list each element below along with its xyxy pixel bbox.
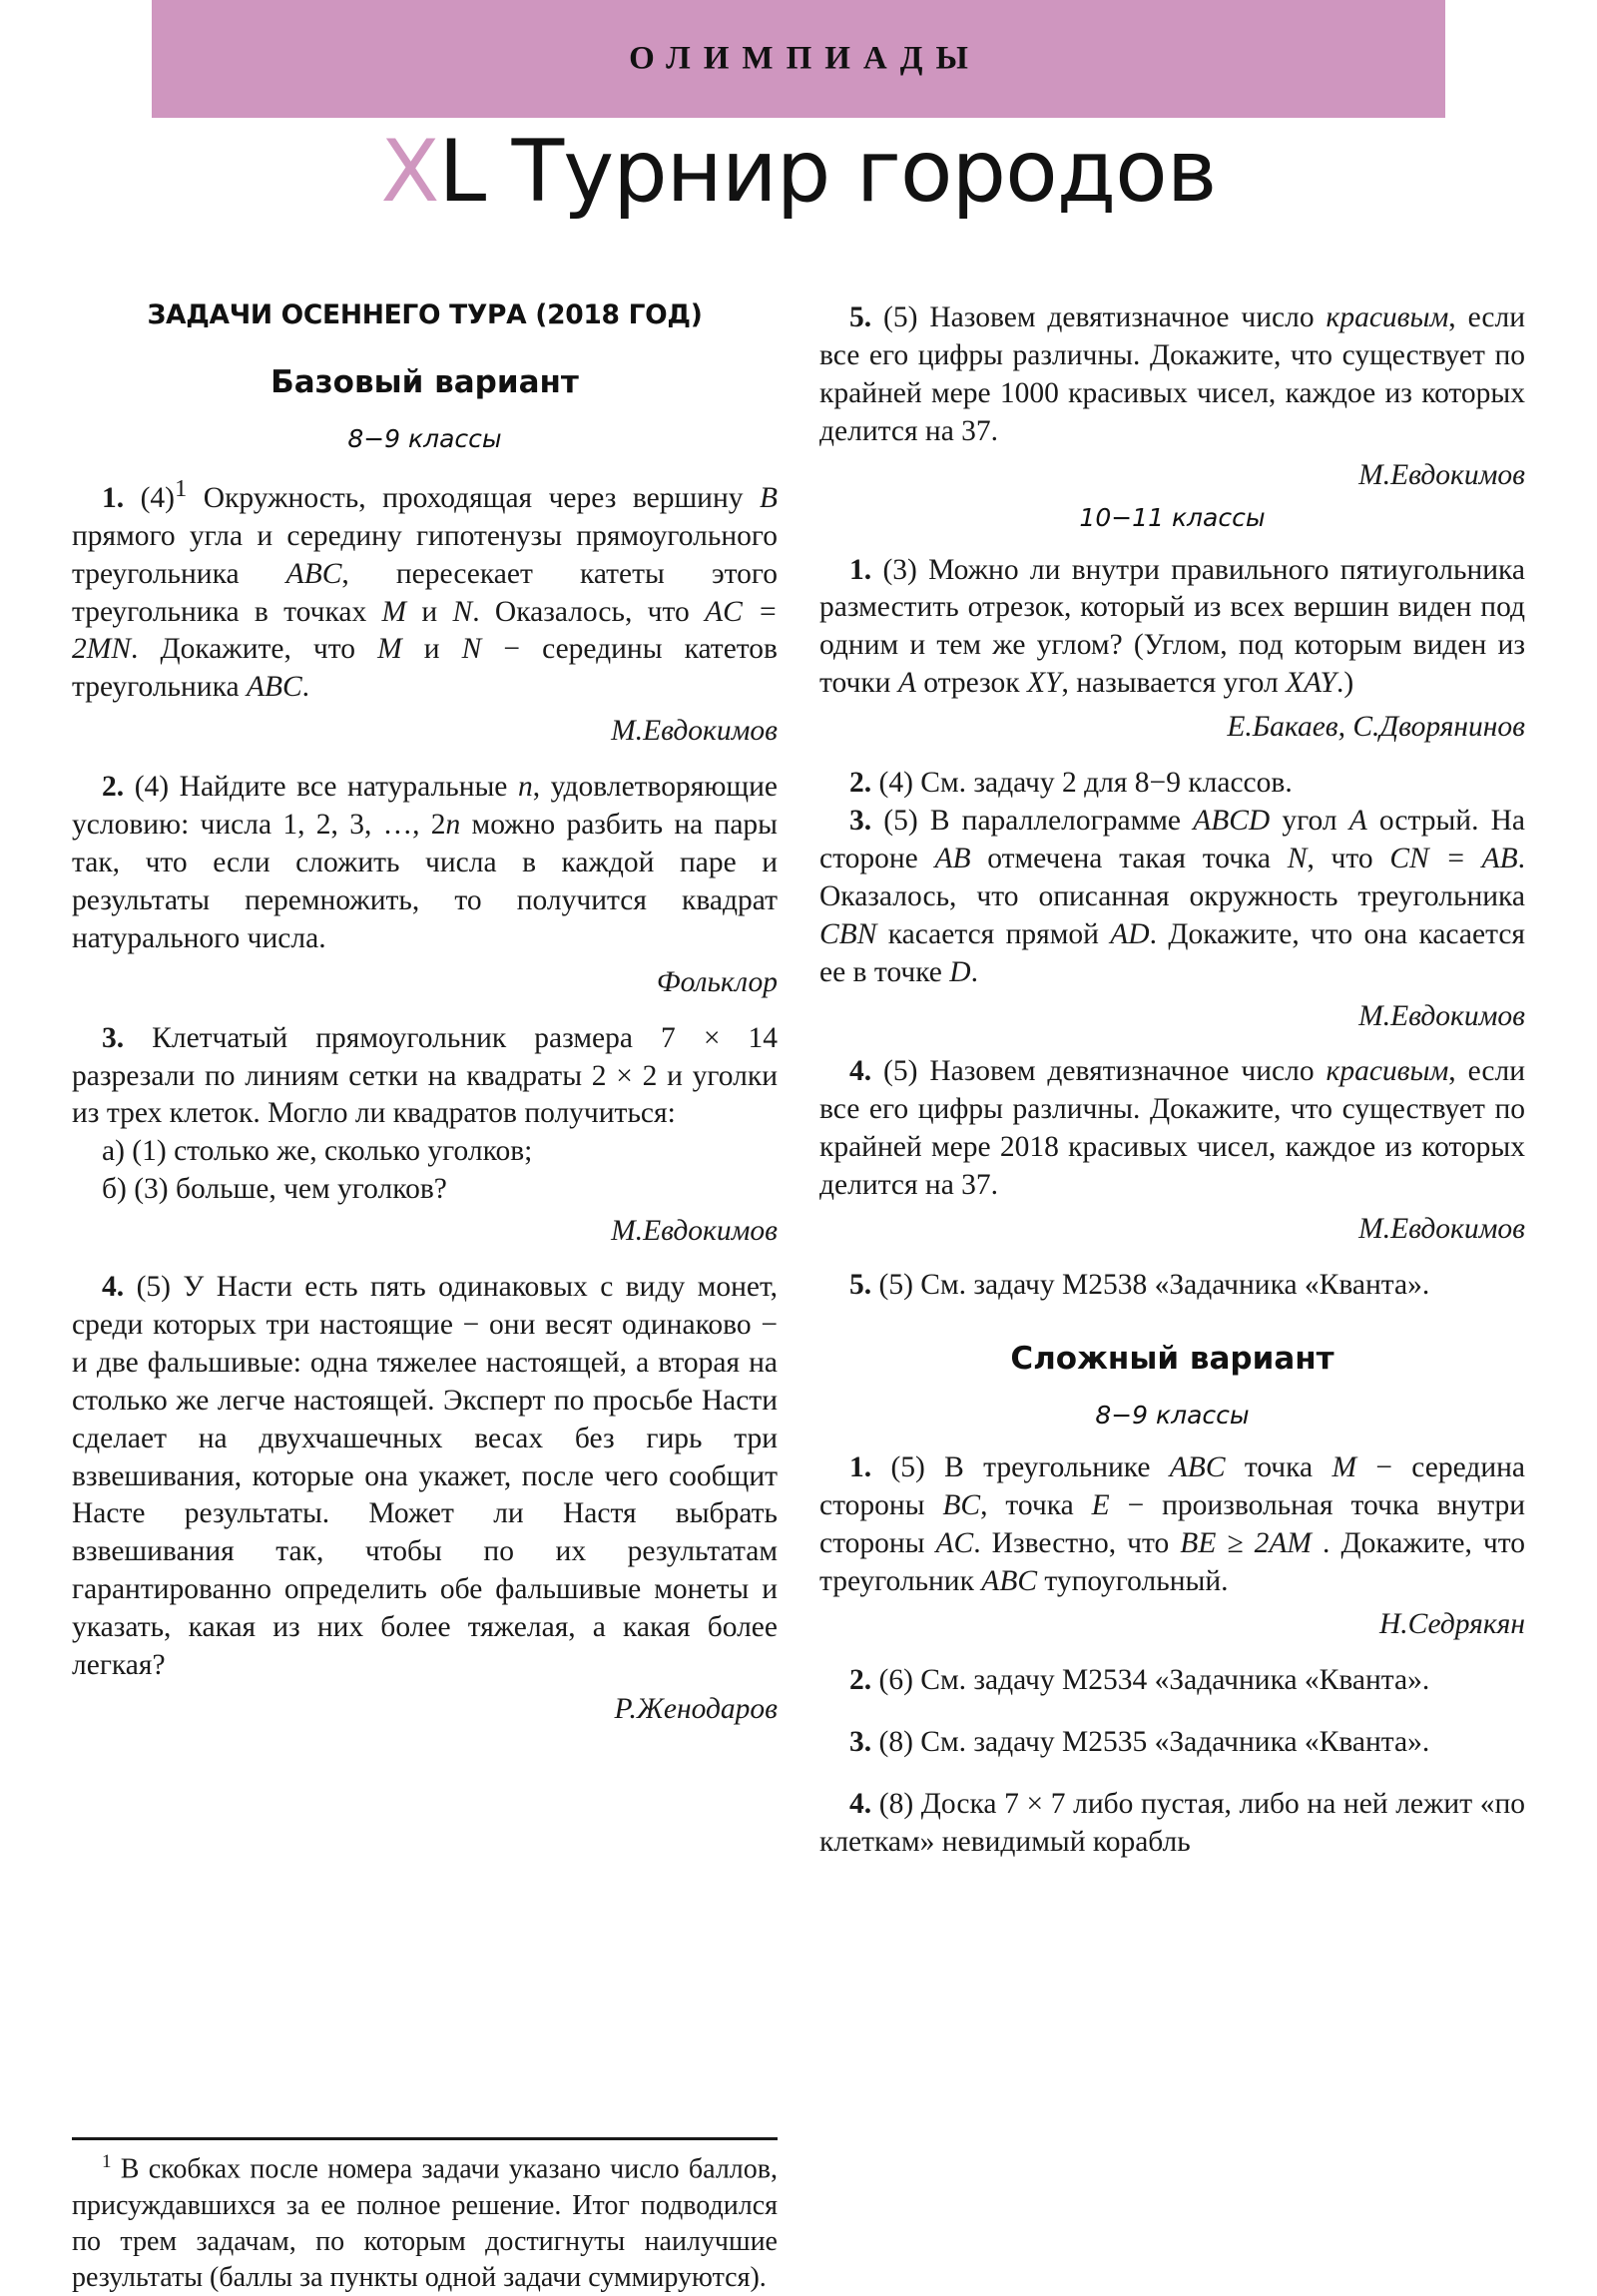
- problem-text: Окружность, проходящая через вершину: [187, 481, 760, 514]
- math-var: AB: [934, 842, 971, 874]
- article-columns: [0, 299, 1597, 2296]
- problem-author: М.Евдокимов: [611, 715, 778, 748]
- problem-author: Фольклор: [656, 965, 778, 998]
- problem-author: Е.Бакаев, С.Дворянинов: [1227, 711, 1525, 744]
- problem-text: прямого угла и середину гипотенузы прямоугольного треугольника: [72, 519, 778, 590]
- problem-points: (5): [890, 1450, 925, 1483]
- math-var: M: [377, 633, 402, 666]
- problem-text: − произвольная точка внутри стороны: [819, 1488, 1525, 1559]
- problem-text: Клетчатый прямоугольник размера 7 × 14 разрезали по линиям сетки на квадраты 2 × 2 и уголки из трех клеток. Могло ли квадратов получиться:: [72, 1021, 778, 1130]
- problem-author: Н.Седрякян: [1378, 1608, 1525, 1641]
- problem-text: , удовлетворяющие условию: числа 1, 2, 3, …, 2: [72, 771, 778, 842]
- problem-number: 4.: [849, 1055, 872, 1088]
- problem-text: отмечена такая точка: [970, 842, 1288, 874]
- problem-points: (5): [883, 1055, 918, 1088]
- problem-author: Р.Женодаров: [614, 1693, 778, 1726]
- problem-text: угол: [1270, 804, 1349, 837]
- grades-heading-hard-89: 8−9 классы: [1095, 1400, 1250, 1430]
- problem-points: (8): [878, 1788, 914, 1821]
- footnote-body: В скобках после номера задачи указано число баллов, присуждавшихся за ее полное решение. Итог подводился по трем задачам, по которым достигнуты наилучшие результаты (баллы за пункты одной задачи суммируются).: [72, 2153, 778, 2293]
- math-equation: CN = AB: [1389, 842, 1518, 874]
- left-column: [72, 299, 778, 2296]
- problem-text: и: [406, 595, 453, 628]
- problem-points: (8): [878, 1726, 913, 1759]
- math-var: B: [759, 481, 778, 514]
- section-heading: ЗАДАЧИ ОСЕННЕГО ТУРА (2018 ГОД): [147, 299, 703, 330]
- emphasized-term: красивым: [1326, 1055, 1449, 1088]
- problem-text: Назовем девятизначное число: [917, 1055, 1327, 1088]
- footnote-block: [72, 2137, 778, 2296]
- math-var: ABC: [285, 557, 342, 590]
- problem-author: М.Евдокимов: [1358, 999, 1525, 1032]
- problem-text: Можно ли внутри правильного пятиугольника разместить отрезок, который из всех вершин виден под одним и тем же углом? (Углом, под которым виден из точки: [819, 553, 1525, 700]
- problem-author: М.Евдокимов: [1358, 458, 1525, 491]
- math-var: M: [381, 595, 407, 628]
- problem-item: [72, 769, 778, 958]
- problem-text: В параллелограмме: [917, 804, 1194, 837]
- problem-text: − середины катетов треугольника: [72, 633, 778, 704]
- banner-label: ОЛИМПИАДЫ: [629, 40, 981, 77]
- problem-text: . Докажите, что она касается ее в точке: [819, 917, 1525, 988]
- problem-text: отрезок: [915, 667, 1027, 700]
- problem-text: касается прямой: [876, 917, 1111, 950]
- math-var: E: [1091, 1488, 1110, 1521]
- math-var: N: [461, 633, 482, 666]
- problem-text: , если все его цифры различны. Докажите, что существует по крайней мере 2018 красивых чисел, каждое из которых делится на 37.: [819, 1055, 1525, 1202]
- math-var: A: [897, 667, 916, 700]
- title-roman-numeral: X: [380, 122, 439, 222]
- title-rest: L Турнир городов: [438, 122, 1217, 222]
- problem-text: , называется угол: [1061, 667, 1287, 700]
- footnote-divider: [72, 2137, 778, 2140]
- problem-author: М.Евдокимов: [611, 1215, 778, 1248]
- math-var: ABC: [246, 671, 302, 704]
- problem-number: 4.: [849, 1788, 872, 1821]
- page-title: [0, 122, 1597, 222]
- math-var: ABC: [981, 1564, 1038, 1597]
- math-var: N: [1287, 842, 1308, 874]
- problem-text: . Оказалось, что: [472, 595, 706, 628]
- problem-number: 1.: [849, 1450, 872, 1483]
- math-equation: BE ≥ 2AM: [1180, 1526, 1312, 1559]
- math-var: AD: [1110, 917, 1150, 950]
- math-var: BC: [942, 1488, 981, 1521]
- math-var: n: [445, 809, 461, 842]
- problem-item: [819, 1449, 1525, 1601]
- problem-item: [819, 1053, 1525, 1205]
- problem-text: , точка: [980, 1488, 1092, 1521]
- problem-text: тупоугольный.: [1037, 1564, 1229, 1597]
- olympiad-banner: [152, 0, 1445, 118]
- problem-subitem-b: б) (3) больше, чем уголков?: [102, 1173, 447, 1206]
- problem-number: 1.: [102, 481, 125, 514]
- problem-text: − середина стороны: [819, 1450, 1525, 1521]
- problem-item: [819, 1267, 1525, 1305]
- math-var: XY: [1027, 667, 1062, 700]
- math-var: A: [1348, 804, 1367, 837]
- problem-author: М.Евдокимов: [1358, 1213, 1525, 1246]
- problem-points: (5): [883, 804, 918, 837]
- problem-item: [819, 299, 1525, 451]
- math-var: N: [452, 595, 473, 628]
- problem-text: . Оказалось, что описанная окружность треугольника: [819, 842, 1525, 912]
- problem-number: 5.: [849, 1268, 872, 1301]
- problem-item: [819, 803, 1525, 992]
- problem-text: . Известно, что: [973, 1526, 1181, 1559]
- problem-points: (4): [134, 771, 170, 804]
- problem-text: .: [970, 955, 978, 988]
- problem-points: (6): [878, 1664, 913, 1697]
- problem-number: 3.: [102, 1021, 125, 1054]
- problem-text: .: [301, 671, 310, 704]
- problem-points: (3): [882, 553, 917, 586]
- problem-text: можно разбить на пары так, что если сложить числа в каждой паре и результаты перемножить, то получится квадрат натурального числа.: [72, 809, 778, 954]
- problem-text: Доска 7 × 7 либо пустая, либо на ней лежит «по клеткам» невидимый корабль: [819, 1788, 1525, 1859]
- problem-item: [819, 552, 1525, 704]
- problem-text: Найдите все натуральные: [169, 771, 518, 804]
- problem-text: , если все его цифры различны. Докажите, что существует по крайней мере 1000 красивых чисел, каждое из которых делится на 37.: [819, 301, 1525, 447]
- problem-points: (5): [883, 301, 918, 333]
- footnote-ref: 1: [175, 475, 188, 502]
- variant-heading-hard: Сложный вариант: [1010, 1340, 1334, 1377]
- problem-number: 5.: [849, 301, 872, 333]
- problem-text: . Докажите, что: [131, 633, 378, 666]
- problem-item: [819, 1724, 1525, 1762]
- problem-text: острый. На стороне: [819, 804, 1525, 874]
- problem-text: .): [1335, 667, 1354, 700]
- problem-item: [72, 1269, 778, 1685]
- problem-number: 3.: [849, 804, 872, 837]
- footnote-marker: 1: [102, 2151, 112, 2173]
- math-var: D: [949, 955, 971, 988]
- problem-text: См. задачу М2534 «Задачника «Кванта».: [912, 1664, 1430, 1697]
- math-var: ABC: [1169, 1450, 1226, 1483]
- math-var: XAY: [1286, 667, 1336, 700]
- problem-points: (4): [140, 481, 176, 514]
- math-var: CBN: [819, 917, 877, 950]
- emphasized-term: красивым: [1326, 301, 1449, 333]
- problem-number: 4.: [102, 1271, 125, 1304]
- problem-text: , что: [1307, 842, 1390, 874]
- variant-heading-basic: Базовый вариант: [270, 364, 579, 400]
- problem-points: (4): [878, 767, 913, 800]
- problem-points: (5): [136, 1271, 171, 1304]
- problem-text: См. задачу М2538 «Задачника «Кванта».: [912, 1268, 1430, 1301]
- problem-text: У Насти есть пять одинаковых с виду монет, среди которых три настоящие − они весят одинаково − и две фальшивые: одна тяжелее настоящей, а вторая на столько же легче настоящей. Эксперт по просьбе Насти сделает на двухчашечных весах без гирь три взвешивания, которые она укажет, после чего сообщит Насте результаты. Может ли Настя выбрать взвешивания так, чтобы по их результатам гарантированно определить обе фальшивые монеты и указать, какая из них более тяжелая, а какая более легкая?: [72, 1271, 778, 1682]
- problem-item: [72, 473, 778, 707]
- problem-number: 2.: [849, 767, 872, 800]
- problem-points: (5): [878, 1268, 913, 1301]
- problem-item: [819, 1662, 1525, 1700]
- right-column: [819, 299, 1525, 2296]
- grades-heading-89: 8−9 классы: [347, 424, 502, 453]
- math-var: n: [517, 771, 533, 804]
- math-var: M: [1331, 1450, 1357, 1483]
- problem-item: [819, 1786, 1525, 1862]
- problem-item: [819, 765, 1525, 803]
- math-var: AC: [935, 1526, 974, 1559]
- grades-heading-1011: 10−11 классы: [1079, 502, 1266, 532]
- math-var: ABCD: [1193, 804, 1271, 837]
- problem-text: , пересекает катеты этого треугольника в точках: [72, 557, 778, 628]
- problem-text: В треугольнике: [924, 1450, 1170, 1483]
- problem-text: . Докажите, что треугольник: [819, 1526, 1525, 1597]
- footnote-text: [72, 2150, 778, 2296]
- problem-text: точка: [1225, 1450, 1332, 1483]
- problem-text: и: [401, 633, 462, 666]
- problem-item: [72, 1020, 778, 1134]
- problem-number: 1.: [849, 553, 872, 586]
- problem-subitem-a: а) (1) столько же, сколько уголков;: [102, 1135, 533, 1168]
- problem-text: См. задачу 2 для 8−9 классов.: [912, 767, 1293, 800]
- problem-number: 3.: [849, 1726, 872, 1759]
- problem-text: См. задачу М2535 «Задачника «Кванта».: [912, 1726, 1430, 1759]
- math-equation: AC = 2MN: [72, 595, 778, 666]
- problem-number: 2.: [849, 1664, 872, 1697]
- problem-number: 2.: [102, 771, 125, 804]
- problem-text: Назовем девятизначное число: [917, 301, 1327, 333]
